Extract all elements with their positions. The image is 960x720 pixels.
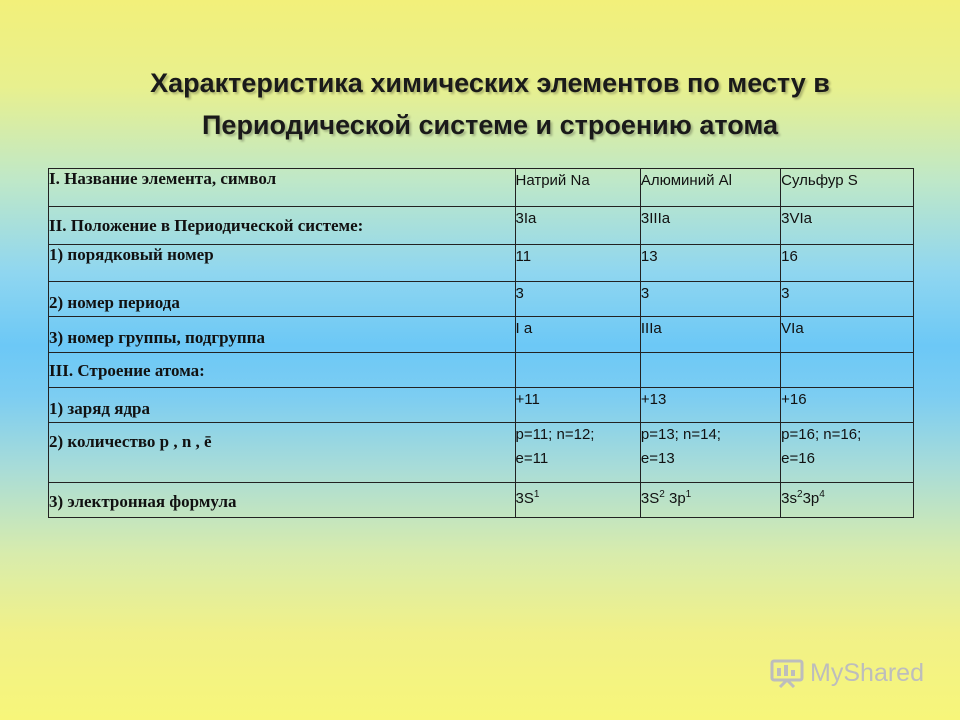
cell-sulfur: $3s^23p^4$ xyxy=(781,483,914,518)
cell-sodium: 11 xyxy=(515,245,640,282)
title-line-2: Периодической системе и строению атома xyxy=(202,110,778,140)
cell-sulfur: 3 xyxy=(781,282,914,317)
row-label: 1) порядковый номер xyxy=(49,245,516,282)
row-label: 3) электронная формула xyxy=(49,483,516,518)
cell-aluminium: 3IIIa xyxy=(640,207,780,245)
element-characteristics-table xyxy=(48,168,914,518)
cell-sodium xyxy=(515,353,640,388)
cell-sodium: 3Ia xyxy=(515,207,640,245)
title-line-1: Характеристика химических элементов по месту в xyxy=(150,68,830,98)
cell-sodium: I a xyxy=(515,317,640,353)
cell-aluminium: 13 xyxy=(640,245,780,282)
cell-sulfur xyxy=(781,423,914,483)
table-row xyxy=(49,353,914,388)
table-row xyxy=(49,207,914,245)
cell-line: e=16 xyxy=(781,450,815,467)
cell-sulfur: 16 xyxy=(781,245,914,282)
cell-sodium: Натрий Na xyxy=(515,169,640,207)
cell-line: p=11; n=12; xyxy=(515,426,595,443)
cell-aluminium xyxy=(640,353,780,388)
cell-sodium: 3 xyxy=(515,282,640,317)
table-row xyxy=(49,423,914,483)
watermark-text: MyShared xyxy=(810,658,924,687)
row-label: III. Строение атома: xyxy=(49,353,516,388)
cell-line: e=13 xyxy=(640,450,675,467)
cell-sulfur: +16 xyxy=(781,388,914,423)
table-row xyxy=(49,317,914,353)
cell-sulfur: Сульфур S xyxy=(781,169,914,207)
row-label: 3) номер группы, подгруппа xyxy=(49,317,516,353)
cell-sulfur: 3VIa xyxy=(781,207,914,245)
cell-line: e=11 xyxy=(515,450,549,467)
cell-aluminium: $3S^2$ $3p^1$ xyxy=(640,483,780,518)
table-row xyxy=(49,282,914,317)
cell-sulfur: VIa xyxy=(781,317,914,353)
row-label: I. Название элемента, символ xyxy=(49,169,516,207)
cell-sodium xyxy=(515,423,640,483)
cell-sodium: +11 xyxy=(515,388,640,423)
row-label: II. Положение в Периодической системе: xyxy=(49,207,516,245)
slide-title xyxy=(60,62,920,146)
table-row xyxy=(49,388,914,423)
row-label: 1) заряд ядра xyxy=(49,388,516,423)
cell-line: p=13; n=14; xyxy=(640,426,721,443)
cell-line: p=16; n=16; xyxy=(781,426,862,443)
table-row xyxy=(49,483,914,518)
cell-aluminium: 3 xyxy=(640,282,780,317)
row-label: 2) количество p , n , ē xyxy=(49,423,516,483)
row-label: 2) номер периода xyxy=(49,282,516,317)
cell-aluminium xyxy=(640,423,780,483)
cell-sulfur xyxy=(781,353,914,388)
table-row xyxy=(49,245,914,282)
cell-aluminium: Алюминий Al xyxy=(640,169,780,207)
cell-aluminium: +13 xyxy=(640,388,780,423)
cell-aluminium: IIIa xyxy=(640,317,780,353)
cell-sodium: $3S^1$ xyxy=(515,483,640,518)
myshared-watermark xyxy=(770,658,924,688)
table-row xyxy=(49,169,914,207)
presentation-board-icon xyxy=(770,658,804,688)
